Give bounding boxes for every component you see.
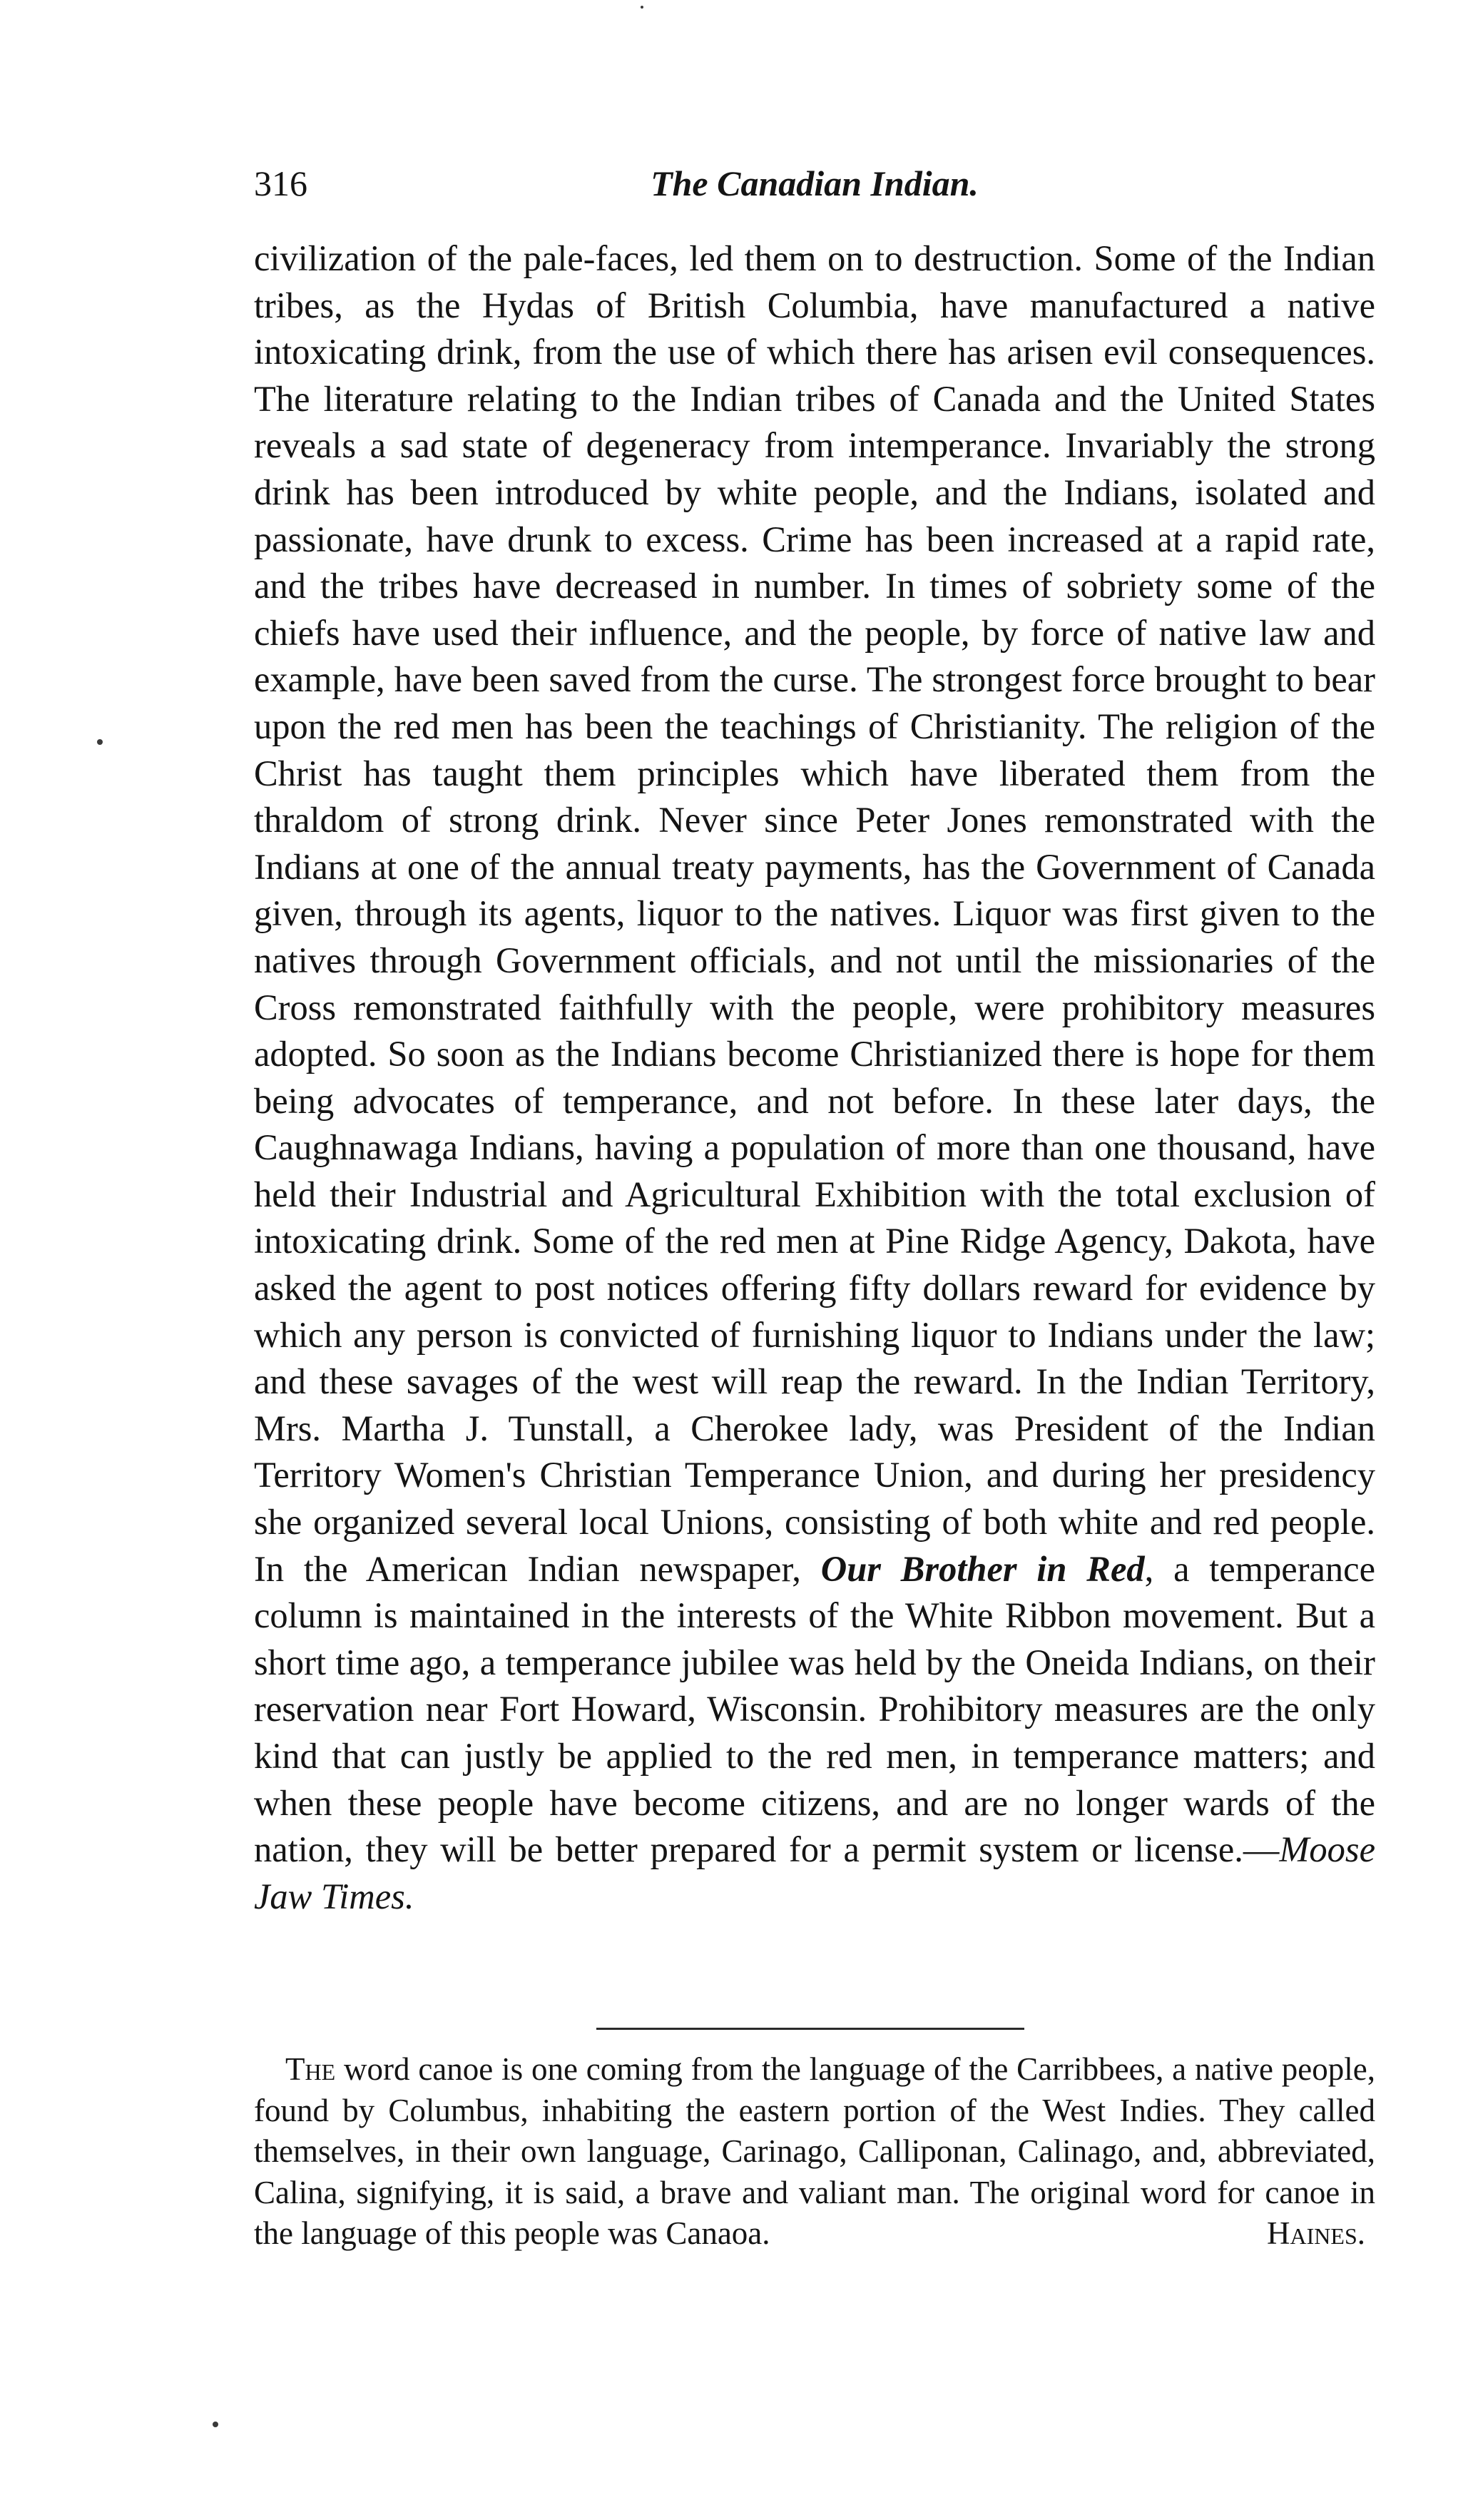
scan-speck <box>97 739 103 745</box>
article-text-part-1: civilization of the pale-faces, led them on to destruction. Some of the Indian tribes, as the Hydas of British Columbia, have manufactured a native intoxicating drink, from the use of which there has arisen evil consequences. The literature relating to the Indian tribes of Canada and the United States reveals a sad state of degeneracy from intemperance. Invariably the strong drink has been introduced by white people, and the Indians, isolated and passionate, have drunk to excess. Crime has been increased at a rapid rate, and the tribes have decreased in number. In times of sobriety some of the chiefs have used their influence, and the people, by force of native law and example, have been saved from the curse. The strongest force brought to bear upon the red men has been the teachings of Christianity. The religion of the Christ has taught them principles which have liberated them from the thraldom of strong drink. Never since Peter Jones remonstrated with the Indians at one of the annual treaty payments, has the Government of Canada given, through its agents, liquor to the natives. Liquor was first given to the natives through Government officials, and not until the missionaries of the Cross remonstrated faithfully with the people, were prohibitory measures adopted. So soon as the Indians become Christianized there is hope for them being advocates of temperance, and not before. In these later days, the Caughnawaga Indians, having a population of more than one thousand, have held their Industrial and Agricultural Exhibition with the total exclusion of intoxicating drink. Some of the red men at Pine Ridge Agency, Dakota, have asked the agent to post notices offering fifty dollars reward for evidence by which any person is convicted of furnishing liquor to Indians under the law; and these savages of the west will reap the reward. In the Indian Territory, Mrs. Martha J. Tunstall, a Cherokee lady, was President of the Indian Territory Women's Christian Temperance Union, and during her presidency she organized several local Unions, consisting of both white and red people. In the American Indian newspaper, <box>254 238 1375 1589</box>
canoe-note <box>254 2049 1375 2255</box>
article-source: Moose Jaw Times. <box>254 1829 1375 1916</box>
article-body <box>254 235 1375 1920</box>
newspaper-title: Our Brother in Red <box>820 1548 1145 1589</box>
article-paragraph <box>254 235 1375 1920</box>
article-text-part-2: , a temperance column is maintained in the interests of the White Ribbon movement. But a short time ago, a temperance jubilee was held by the Oneida Indians, on their reservation near Fort Howard, Wisconsin. Prohibitory measures are the only kind that can justly be applied to the red men, in temperance matters; and when these people have become citizens, and are no longer wards of the nation, they will be better prepared for a permit system or license.— <box>254 1548 1375 1870</box>
note-body: word canoe is one coming from the language of the Carribbees, a native people, found by Columbus, inhabiting the eastern portion of the West Indies. They called themselves, in their own language, Carinago, Calliponan, Calinago, and, abbreviated, Calina, signifying, it is said, a brave and valiant man. The original word for canoe in the language of this people was Canaoa. <box>254 2051 1375 2252</box>
scan-speck <box>213 2422 218 2427</box>
section-divider <box>596 2028 1024 2030</box>
page-header <box>254 163 1375 220</box>
running-title: The Canadian Indian. <box>651 163 979 203</box>
page-number: 316 <box>254 163 307 203</box>
note-lead-word: The <box>285 2051 336 2087</box>
note-author: Haines. <box>1267 2215 1365 2252</box>
scan-speck <box>641 6 643 9</box>
note-paragraph <box>254 2049 1375 2255</box>
